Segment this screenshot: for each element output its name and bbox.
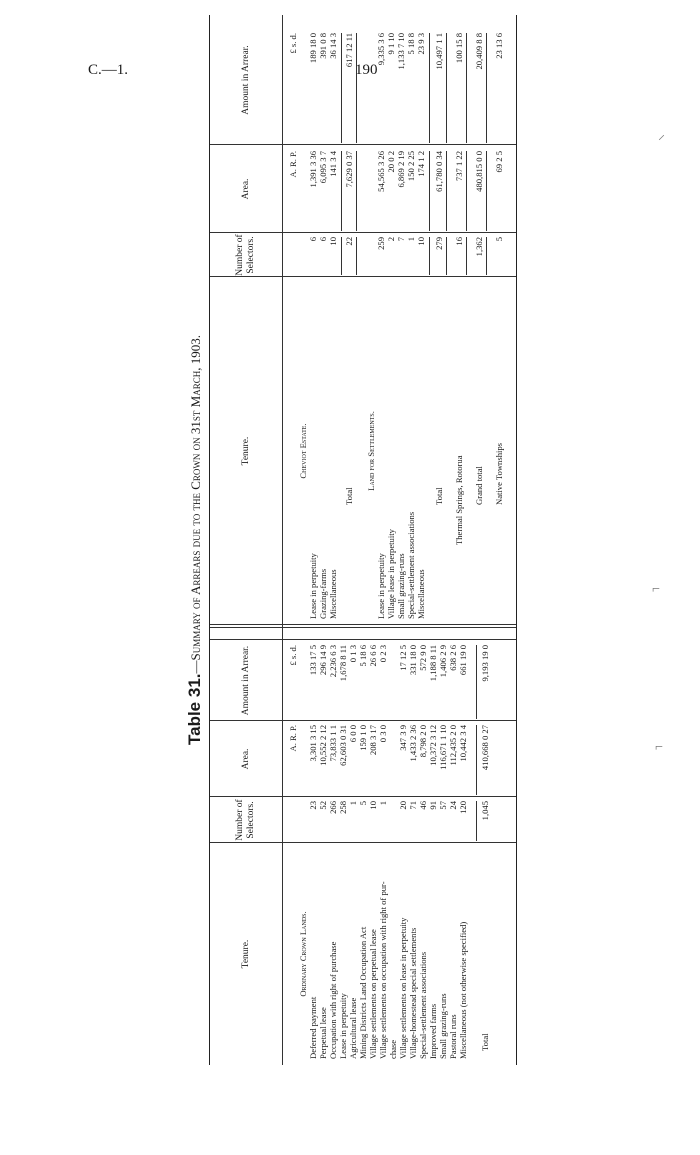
total-label: Grand total <box>474 466 484 505</box>
tenure-cell: Village settlements on occupation with right of pur- <box>378 881 388 1059</box>
area-cell: 69 2 5 <box>494 151 504 173</box>
selectors-cell: 1,045 <box>480 801 490 821</box>
money-units-left: £ s. d. <box>288 645 298 666</box>
margin-mark: ⌐ <box>655 740 663 755</box>
subtotal-rule <box>486 33 487 143</box>
subtotal-rule <box>356 33 357 143</box>
arrears-table <box>209 15 517 1065</box>
total-label: Native Townships <box>494 442 504 505</box>
area-cell: 1,433 2 36 <box>408 725 418 762</box>
selectors-cell: 91 <box>428 801 438 810</box>
amount-cell: 296 14 9 <box>318 645 328 676</box>
amount-cell: 23 13 6 <box>494 33 504 59</box>
tenure-cell: Village lease in perpetuity <box>386 529 396 619</box>
selectors-cell: 6 <box>318 237 328 242</box>
tenure-cell: Special-settlement associations <box>418 951 428 1059</box>
selectors-cell: 24 <box>448 801 458 810</box>
amount-cell: 0 1 3 <box>348 645 358 663</box>
amount-cell: 9,335 3 6 <box>376 33 386 66</box>
area-cell: 8,798 2 0 <box>418 725 428 758</box>
area-cell: 208 3 17 <box>368 725 378 756</box>
selectors-cell: 57 <box>438 801 448 810</box>
subtotal-rule <box>341 237 342 275</box>
subtotal-rule <box>476 725 477 795</box>
amount-cell: 391 0 8 <box>318 33 328 59</box>
area-cell: 150 2 25 <box>406 151 416 182</box>
tenure-cell: Mining Districts Land Occupation Act <box>358 926 368 1059</box>
amount-cell: 572 9 0 <box>418 645 428 671</box>
tenure-cell: Miscellaneous (not otherwise specified) <box>458 921 468 1059</box>
subtotal-rule <box>446 237 447 275</box>
tenure-cell: Agricultural lease <box>348 997 358 1059</box>
tenure-cell: Miscellaneous <box>416 569 426 619</box>
amount-cell: 0 2 3 <box>378 645 388 663</box>
amount-cell: 331 18 0 <box>408 645 418 676</box>
area-cell: 159 1 0 <box>358 725 368 751</box>
selectors-cell: 1 <box>348 801 358 806</box>
selectors-cell: 2 <box>386 237 396 242</box>
amount-cell: 100 15 8 <box>454 33 464 64</box>
col-head-selectors-left: Number of Selectors. <box>235 799 256 841</box>
selectors-cell: 10 <box>416 237 426 246</box>
amount-cell: 2,236 6 3 <box>328 645 338 678</box>
area-units-left: A. R. P. <box>288 725 298 752</box>
money-units-right: £ s. d. <box>288 33 298 54</box>
selectors-cell: 46 <box>418 801 428 810</box>
total-label: Total <box>344 487 354 505</box>
area-cell: 737 1 22 <box>454 151 464 182</box>
selectors-cell: 279 <box>434 237 444 250</box>
amount-cell: 9 1 10 <box>386 33 396 55</box>
selectors-cell: 16 <box>454 237 464 246</box>
subtotal-rule <box>356 237 357 275</box>
selectors-cell: 258 <box>338 801 348 814</box>
tenure-cell: Lease in perpetuity <box>338 993 348 1059</box>
area-cell: 61,780 0 34 <box>434 151 444 192</box>
tenure-cell: Small grazing-runs <box>396 553 406 619</box>
amount-cell: 9,193 19 0 <box>480 645 490 682</box>
area-cell: 347 3 9 <box>398 725 408 751</box>
area-cell: 6,095 3 7 <box>318 151 328 184</box>
area-units-right: A. R. P. <box>288 151 298 178</box>
tenure-cell: Lease in perpetuity <box>376 553 386 619</box>
section-heading: Land for Settlements. <box>366 411 376 491</box>
col-head-area-right: Area. <box>240 178 251 200</box>
selectors-cell: 6 <box>308 237 318 242</box>
area-cell: 54,565 3 26 <box>376 151 386 192</box>
subtotal-rule <box>341 33 342 143</box>
area-cell: 141 3 4 <box>328 151 338 177</box>
selectors-cell: 1 <box>406 237 416 242</box>
subtotal-rule <box>466 237 467 275</box>
selectors-cell: 120 <box>458 801 468 814</box>
selectors-cell: 10 <box>368 801 378 810</box>
area-cell: 174 1 2 <box>416 151 426 177</box>
subtotal-rule <box>466 151 467 231</box>
selectors-cell: 23 <box>308 801 318 810</box>
amount-cell: 661 19 0 <box>458 645 468 676</box>
tenure-cell: Lease in perpetuity <box>308 553 318 619</box>
subtotal-rule <box>476 801 477 841</box>
col-head-amount-left: Amount in Arrear. <box>240 645 251 716</box>
amount-cell: 617 12 11 <box>344 33 354 68</box>
area-cell: 10,372 3 12 <box>428 725 438 766</box>
selectors-cell: 259 <box>376 237 386 250</box>
selectors-cell: 22 <box>344 237 354 246</box>
tenure-cell: Small grazing-runs <box>438 993 448 1059</box>
amount-cell: 1,678 8 11 <box>338 645 348 682</box>
tenure-cell: Grazing-farms <box>318 568 328 619</box>
table-title <box>185 15 205 1065</box>
subtotal-rule <box>341 151 342 231</box>
total-label: Total <box>434 487 444 505</box>
page-number: 190 <box>355 62 378 78</box>
amount-cell: 20,409 8 8 <box>474 33 484 70</box>
area-cell: 1,391 3 36 <box>308 151 318 188</box>
amount-cell: 26 6 6 <box>368 645 378 667</box>
selectors-cell: 10 <box>328 237 338 246</box>
header-rule <box>282 15 283 1065</box>
tenure-cell: Special-settlement associations <box>406 511 416 619</box>
tenure-cell: chase <box>388 1039 398 1059</box>
section-heading: Ordinary Crown Lands. <box>298 911 308 997</box>
area-cell: 10,442 3 4 <box>458 725 468 762</box>
subtotal-rule <box>429 237 430 275</box>
area-cell: 20 0 2 <box>386 151 396 173</box>
area-cell: 10,552 2 12 <box>318 725 328 766</box>
selectors-cell: 5 <box>358 801 368 806</box>
area-cell: 7,629 0 37 <box>344 151 354 188</box>
area-cell: 6,869 2 19 <box>396 151 406 188</box>
margin-mark: ⸝ <box>658 128 665 143</box>
rotated-table-block <box>185 15 515 1065</box>
amount-cell: 10,497 1 1 <box>434 33 444 70</box>
subtotal-rule <box>486 151 487 231</box>
subtotal-rule <box>466 33 467 143</box>
total-label: Total <box>480 1033 490 1051</box>
subtotal-rule <box>429 151 430 231</box>
amount-cell: 133 17 5 <box>308 645 318 676</box>
area-cell <box>388 725 398 795</box>
amount-cell: 23 9 3 <box>416 33 426 55</box>
table-title-text: —Summary of Arrears due to the Crown on 31st March, 1903. <box>188 335 203 674</box>
margin-mark: ⌐ <box>652 582 660 597</box>
amount-cell: 1,188 8 11 <box>428 645 438 682</box>
amount-cell: 5 18 6 <box>358 645 368 667</box>
tenure-cell: Village-homestead special settlements <box>408 927 418 1059</box>
tenure-cell: Village settlements on perpetual lease <box>368 929 378 1059</box>
subtotal-rule <box>446 151 447 231</box>
selectors-cell: 20 <box>398 801 408 810</box>
subtotal-rule <box>446 33 447 143</box>
tenure-cell: Improved farms <box>428 1003 438 1059</box>
area-cell: 62,603 0 31 <box>338 725 348 766</box>
area-cell: 73,833 1 1 <box>328 725 338 762</box>
amount-cell <box>388 645 398 719</box>
amount-cell: 1,133 7 10 <box>396 33 406 70</box>
table-number: Table 31. <box>185 673 204 745</box>
area-cell: 112,435 2 0 <box>448 725 458 766</box>
subtotal-rule <box>476 645 477 719</box>
col-head-tenure-right: Tenure. <box>240 436 251 466</box>
tenure-cell: Village settlements on lease in perpetuity <box>398 917 408 1059</box>
amount-cell: 5 18 8 <box>406 33 416 55</box>
selectors-cell: 266 <box>328 801 338 814</box>
col-head-tenure-left: Tenure. <box>240 939 251 969</box>
tenure-cell: Perpetual lease <box>318 1007 328 1059</box>
selectors-cell: 1,362 <box>474 237 484 257</box>
amount-cell: 17 12 5 <box>398 645 408 671</box>
amount-cell: 36 14 3 <box>328 33 338 59</box>
subtotal-rule <box>356 151 357 231</box>
selectors-cell: 7 <box>396 237 406 242</box>
tenure-cell: Miscellaneous <box>328 569 338 619</box>
col-head-amount-right: Amount in Arrear. <box>240 45 251 115</box>
selectors-cell: 52 <box>318 801 328 810</box>
subtotal-rule <box>486 237 487 275</box>
col-head-selectors-right: Number of Selectors. <box>235 234 256 276</box>
area-cell: 3,301 3 15 <box>308 725 318 762</box>
selectors-cell: 1 <box>378 801 388 806</box>
amount-cell: 1,406 2 9 <box>438 645 448 678</box>
area-cell: 480,815 0 0 <box>474 151 484 192</box>
amount-cell: 189 18 0 <box>308 33 318 64</box>
tenure-cell: Pastoral runs <box>448 1014 458 1059</box>
section-heading: Cheviot Estate. <box>298 423 308 479</box>
area-cell: 6 0 0 <box>348 725 358 743</box>
total-label: Thermal Springs, Rotorua <box>454 455 464 545</box>
area-cell: 410,668 0 27 <box>480 725 490 771</box>
selectors-cell: 71 <box>408 801 418 810</box>
col-head-area-left: Area. <box>240 748 251 770</box>
tenure-cell: Deferred payment <box>308 996 318 1059</box>
selectors-cell <box>388 801 398 841</box>
amount-cell: 638 2 6 <box>448 645 458 671</box>
area-cell: 116,671 1 10 <box>438 725 448 770</box>
subtotal-rule <box>429 33 430 143</box>
page-code: C.—1. <box>88 62 129 78</box>
tenure-cell: Occupation with right of purchase <box>328 941 338 1059</box>
area-cell: 0 3 0 <box>378 725 388 743</box>
selectors-cell: 5 <box>494 237 504 242</box>
